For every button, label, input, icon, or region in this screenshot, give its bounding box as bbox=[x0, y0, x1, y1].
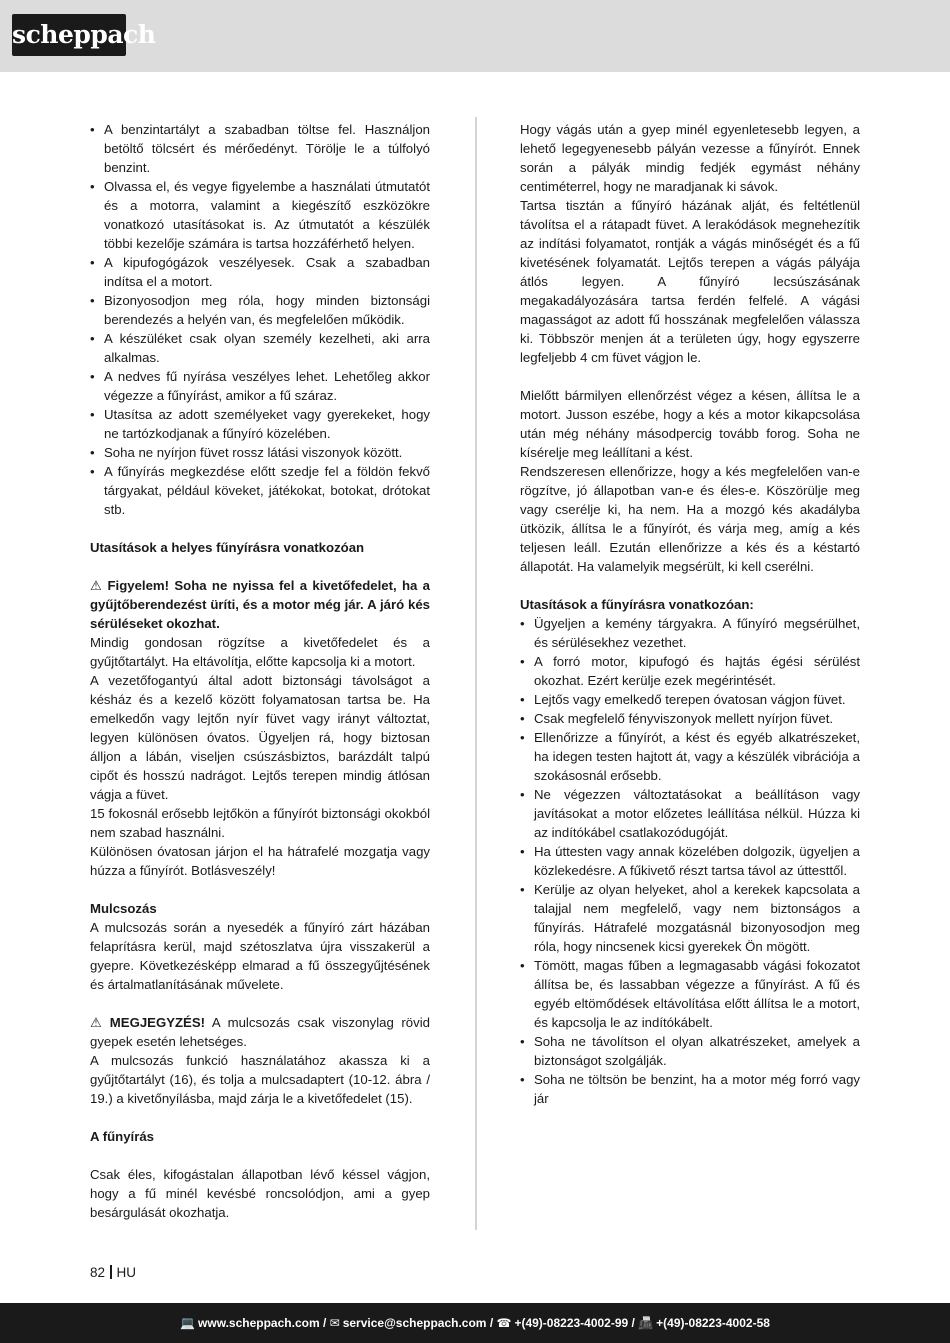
list-item: • A nedves fű nyírása veszélyes lehet. Lehetőleg akkor végezze a fűnyírást, amikor a fű száraz. bbox=[90, 367, 430, 405]
list-item: • Utasítsa az adott személyeket vagy gyerekeket, hogy ne tartózkodjanak a fűnyíró közelében. bbox=[90, 405, 430, 443]
page-footer bbox=[0, 1303, 950, 1343]
list-item: • Kerülje az olyan helyeket, ahol a kerekek kapcsolata a talajjal nem megfelelő, vagy nem biztonságos a fűnyírás. Hátrafelé mozgatásnál bizonyosodjon meg róla, hogy nincsenek kicsi gyerekek Ön mögött. bbox=[520, 880, 860, 956]
list-item: • A benzintartályt a szabadban töltse fel. Használjon betöltő tölcsért és mérőedényt. Törölje le a túlfolyó benzint. bbox=[90, 120, 430, 177]
list-item: • Bizonyosodjon meg róla, hogy minden biztonsági berendezés a helyén van, és megfelelően működik. bbox=[90, 291, 430, 329]
paragraph: Mielőtt bármilyen ellenőrzést végez a késen, állítsa le a motort. Jusson eszébe, hogy a kés a motor kikapcsolása után még néhány másodpercig tovább forog. Soha ne kísérelje meg leállítani a kést. bbox=[520, 388, 860, 460]
column-divider bbox=[475, 117, 477, 1230]
paragraph: 15 fokosnál erősebb lejtőkön a fűnyírót biztonsági okokból nem szabad használni. bbox=[90, 806, 430, 840]
left-column bbox=[90, 120, 430, 1222]
warning-text: Figyelem! Soha ne nyissa fel a kivetőfedelet, ha a gyűjtőberendezést üríti, és a motor még jár. A járó kés sérüléseket okozhat. bbox=[90, 578, 430, 631]
list-item: • A kipufogógázok veszélyesek. Csak a szabadban indítsa el a motort. bbox=[90, 253, 430, 291]
list-item: • Ügyeljen a kemény tárgyakra. A fűnyíró megsérülhet, és sérülésekhez vezethet. bbox=[520, 614, 860, 652]
list-item: • Olvassa el, és vegye figyelembe a használati útmutatót és a motorra, valamint a kiegészítő eszközökre vonatkozó utasításokat is. Az útmutatót a készülék többi kezelője számára is tartsa hozzáférhető helyen. bbox=[90, 177, 430, 253]
page-header bbox=[0, 0, 950, 72]
section-heading: Mulcsozás bbox=[90, 901, 157, 916]
page-number-separator bbox=[110, 1265, 112, 1279]
mail-icon: ✉ bbox=[329, 1316, 340, 1330]
footer-email[interactable]: service@scheppach.com bbox=[342, 1316, 487, 1330]
page-language: HU bbox=[116, 1265, 137, 1280]
section-heading: Utasítások a helyes fűnyírásra vonatkozóan bbox=[90, 540, 365, 555]
paragraph: A mulcsozás során a nyesedék a fűnyíró zárt házában felaprításra kerül, majd szétoszlatva újra visszakerül a gyepre. Következésképp elmarad a fű összegyűjtésének és ártalmatlanításának művelete. bbox=[90, 920, 430, 992]
page-number bbox=[90, 1265, 136, 1280]
safety-bullet-list bbox=[90, 120, 430, 519]
list-item: • A fűnyírás megkezdése előtt szedje fel a földön fekvő tárgyakat, például köveket, játékokat, botokat, drótokat stb. bbox=[90, 462, 430, 519]
warning-paragraph bbox=[90, 576, 430, 633]
warning-triangle-icon: ⚠ bbox=[90, 578, 104, 593]
list-item: • Soha ne nyírjon füvet rossz látási viszonyok között. bbox=[90, 443, 430, 462]
list-item: • A készüléket csak olyan személy kezelheti, aki arra alkalmas. bbox=[90, 329, 430, 367]
list-item: • Ha úttesten vagy annak közelében dolgozik, ügyeljen a közlekedésre. A fűkivető részt tartsa távol az úttesttől. bbox=[520, 842, 860, 880]
note-paragraph bbox=[90, 1013, 430, 1051]
computer-icon: 💻 bbox=[180, 1316, 196, 1330]
paragraph: Tartsa tisztán a fűnyíró házának alját, és feltétlenül távolítsa el a rátapadt füvet. A lerakódások megnehezítik az indítási folyamatot, rontják a vágás minőségét és a fű kivetésének folyamatát. Lejtős terepen a vágás pályája átlós legyen. A fűnyíró lecsúszásának megakadályozására tartsa ferdén felfelé. A vágási magasságot az adott fű hosszának megfelelően válassza ki. Többször menjen át a területen úgy, hogy egyszerre legfeljebb 4 cm füvet vágjon le. bbox=[520, 198, 860, 365]
list-item: • A forró motor, kipufogó és hajtás égési sérülést okozhat. Ezért kerülje ezek megérintését. bbox=[520, 652, 860, 690]
section-heading: Utasítások a fűnyírásra vonatkozóan: bbox=[520, 597, 754, 612]
note-label: MEGJEGYZÉS! bbox=[109, 1015, 206, 1030]
warning-triangle-icon: ⚠ bbox=[90, 1015, 106, 1030]
list-item: • Csak megfelelő fényviszonyok mellett nyírjon füvet. bbox=[520, 709, 860, 728]
note-text: A mulcsozás csak viszonylag rövid gyepek esetén lehetséges. bbox=[90, 1015, 430, 1049]
list-item: • Soha ne töltsön be benzint, ha a motor még forró vagy jár bbox=[520, 1070, 860, 1108]
paragraph: Különösen óvatosan járjon el ha hátrafelé mozgatja vagy húzza a fűnyírót. Botlásveszély! bbox=[90, 844, 430, 878]
fax-icon: 📠 bbox=[638, 1316, 654, 1330]
phone-icon: ☎ bbox=[496, 1316, 512, 1330]
page-number-value: 82 bbox=[90, 1265, 106, 1280]
footer-website[interactable]: www.scheppach.com bbox=[198, 1316, 320, 1330]
list-item: • Ellenőrizze a fűnyírót, a kést és egyéb alkatrészeket, ha idegen testen hajtott át, vagy a készülék vibrációja a szokásosnál erősebb. bbox=[520, 728, 860, 785]
list-item: • Tömött, magas fűben a legmagasabb vágási fokozatot állítsa be, és lassabban végezze a fűnyírást. A fű és egyéb eltömődések eltávolítása előtt állítsa le a motort, és kapcsolja le az indítókábelt. bbox=[520, 956, 860, 1032]
paragraph: Hogy vágás után a gyep minél egyenletesebb legyen, a lehető legegyenesebb pályán vezesse a fűnyírót. Ennek során a pályák mindig fedjék egymást néhány centiméterrel, hogy ne maradjanak ki sávok. bbox=[520, 122, 860, 194]
paragraph: Rendszeresen ellenőrizze, hogy a kés megfelelően van-e rögzítve, jó állapotban van-e és éles-e. Köszörülje meg vagy cserélje ki, ha nem. Ha a mozgó kés akadályba ütközik, állítsa le a fűnyírót, és várja meg, amíg a kés teljesen leáll. Ezután ellenőrizze a kés és a késtartó állapotát. Ha valamelyik megsérült, ki kell cserélni. bbox=[520, 464, 860, 574]
section-heading: A fűnyírás bbox=[90, 1129, 154, 1144]
paragraph: A mulcsozás funkció használatához akassza ki a gyűjtőtartályt (16), és tolja a mulcsadaptert (10-12. ábra / 19.) a kivetőnyílásba, majd zárja le a kivetőfedelet (15). bbox=[90, 1053, 430, 1106]
list-item: • Ne végezzen változtatásokat a beállításon vagy javításokat a motor előzetes leállítása nélkül. Húzza ki az indítókábel csatlakozódugóját. bbox=[520, 785, 860, 842]
footer-separator: / bbox=[628, 1316, 639, 1330]
footer-separator: / bbox=[486, 1316, 497, 1330]
paragraph: A vezetőfogantyú által adott biztonsági távolságot a késház és a kezelő között folyamatosan tartsa be. Ha emelkedőn vagy lejtőn nyír füvet vagy irányt változtat, legyen különösen óvatos. Ügyeljen rá, hogy biztosan álljon a lábán, viseljen csúszásbiztos, barázdált talpú cipőt és hosszú nadrágot. Lejtős terepen mindig átlósan vágja a füvet. bbox=[90, 673, 430, 802]
mowing-bullet-list bbox=[520, 614, 860, 1108]
list-item: • Lejtős vagy emelkedő terepen óvatosan vágjon füvet. bbox=[520, 690, 860, 709]
paragraph: Csak éles, kifogástalan állapotban lévő késsel vágjon, hogy a fű minél kevésbé roncsolódjon, ami a gyep besárgulását okozhatja. bbox=[90, 1167, 430, 1220]
footer-separator: / bbox=[319, 1316, 330, 1330]
footer-fax: +(49)-08223-4002-58 bbox=[656, 1316, 770, 1330]
list-item: • Soha ne távolítson el olyan alkatrészeket, amelyek a biztonságot szolgálják. bbox=[520, 1032, 860, 1070]
right-column bbox=[520, 120, 860, 1108]
footer-phone: +(49)-08223-4002-99 bbox=[514, 1316, 629, 1330]
paragraph: Mindig gondosan rögzítse a kivetőfedelet és a gyűjtőtartályt. Ha eltávolítja, előtte kapcsolja ki a motort. bbox=[90, 635, 430, 669]
scheppach-logo: scheppach bbox=[12, 14, 126, 56]
